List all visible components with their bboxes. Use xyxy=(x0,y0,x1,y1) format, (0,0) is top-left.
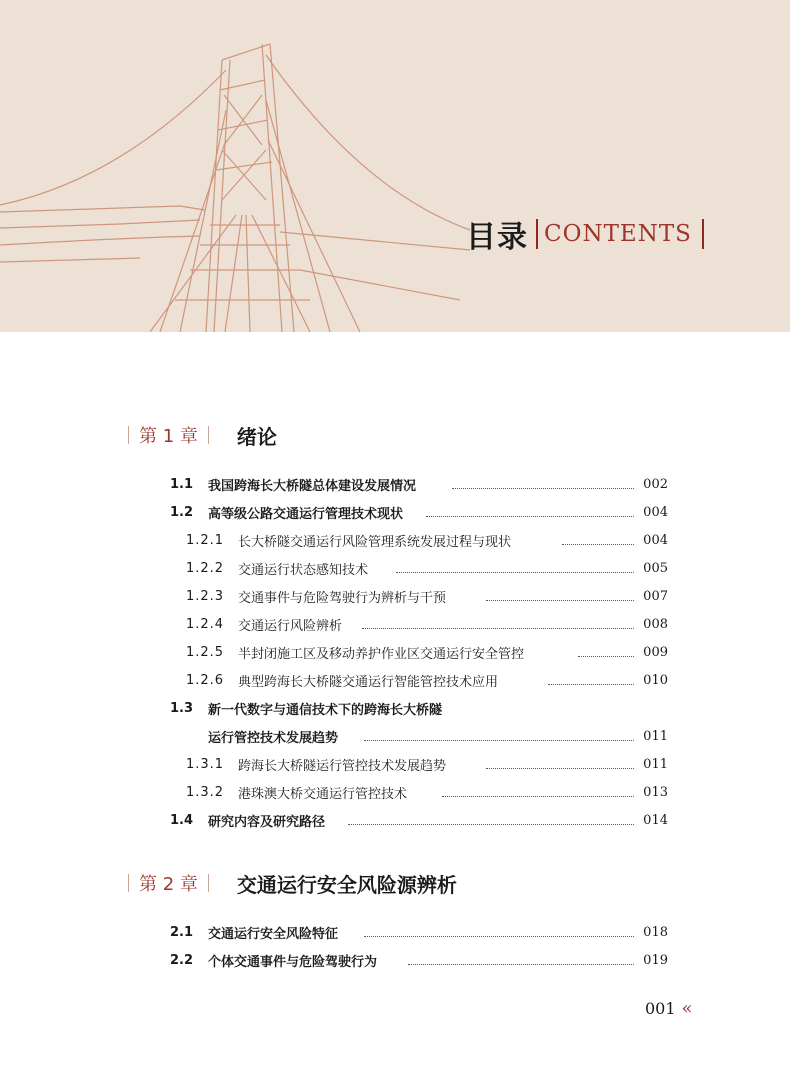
section-title: 交通运行安全风险特征 xyxy=(208,926,339,942)
leader-dots xyxy=(562,543,634,545)
section-number: 2.2 xyxy=(170,952,194,968)
chapter-number: 第 2 章 xyxy=(139,874,198,895)
toc-entry[interactable] xyxy=(0,584,790,608)
leader-dots xyxy=(442,795,634,797)
leader-dots xyxy=(548,683,634,685)
page-number: 009 xyxy=(643,644,668,660)
section-number: 1.2 xyxy=(170,504,194,520)
page-number: 011 xyxy=(643,756,668,772)
page-folio xyxy=(645,998,693,1019)
section-number: 1.2.4 xyxy=(186,616,225,632)
section-title: 我国跨海长大桥隧总体建设发展情况 xyxy=(208,478,417,494)
page-number: 002 xyxy=(643,476,668,492)
leader-dots xyxy=(362,627,634,629)
section-title: 个体交通事件与危险驾驶行为 xyxy=(208,954,378,970)
section-title: 交通运行风险辨析 xyxy=(238,618,343,634)
toc-entry[interactable] xyxy=(0,920,790,944)
page-number: 010 xyxy=(643,672,668,688)
toc-entry[interactable] xyxy=(0,500,790,524)
section-title: 新一代数字与通信技术下的跨海长大桥隧 xyxy=(208,702,443,718)
section-number: 1.2.6 xyxy=(186,672,225,688)
section-number: 1.2.3 xyxy=(186,588,225,604)
section-number: 2.1 xyxy=(170,924,194,940)
section-number: 1.2.5 xyxy=(186,644,225,660)
chapter-tick xyxy=(128,874,129,892)
title-en: CONTENTS xyxy=(544,221,692,247)
section-number: 1.3 xyxy=(170,700,194,716)
page-number: 007 xyxy=(643,588,668,604)
leader-dots xyxy=(426,515,634,517)
page-number: 005 xyxy=(643,560,668,576)
section-title: 半封闭施工区及移动养护作业区交通运行安全管控 xyxy=(238,646,525,662)
section-number: 1.3.2 xyxy=(186,784,225,800)
section-title: 港珠澳大桥交通运行管控技术 xyxy=(238,786,408,802)
title-divider xyxy=(536,219,538,249)
folio-number: 001 xyxy=(645,999,676,1018)
leader-dots xyxy=(486,599,634,601)
toc-entry[interactable] xyxy=(0,640,790,664)
section-title: 研究内容及研究路径 xyxy=(208,814,326,830)
leader-dots xyxy=(396,571,634,573)
toc-entry[interactable] xyxy=(0,808,790,832)
section-number: 1.2.1 xyxy=(186,532,225,548)
toc-entry[interactable] xyxy=(0,472,790,496)
section-title: 高等级公路交通运行管理技术现状 xyxy=(208,506,404,522)
section-number: 1.2.2 xyxy=(186,560,225,576)
toc-entry[interactable] xyxy=(0,752,790,776)
section-title: 长大桥隧交通运行风险管理系统发展过程与现状 xyxy=(238,534,512,550)
toc-entry[interactable] xyxy=(0,724,790,748)
toc-entry[interactable] xyxy=(0,668,790,692)
page-number: 008 xyxy=(643,616,668,632)
page-title xyxy=(466,212,704,256)
section-title: 交通运行状态感知技术 xyxy=(238,562,369,578)
leader-dots xyxy=(578,655,634,657)
title-cn: 目录 xyxy=(466,220,528,255)
section-number: 1.3.1 xyxy=(186,756,225,772)
section-title: 运行管控技术发展趋势 xyxy=(208,730,339,746)
chapter-title: 绪论 xyxy=(236,424,277,449)
leader-dots xyxy=(408,963,634,965)
page-number: 011 xyxy=(643,728,668,744)
leader-dots xyxy=(348,823,634,825)
title-divider-end xyxy=(702,219,704,249)
leader-dots xyxy=(364,935,634,937)
header-banner xyxy=(0,0,790,332)
chapter-number: 第 1 章 xyxy=(139,426,198,447)
page-number: 004 xyxy=(643,504,668,520)
section-title: 典型跨海长大桥隧交通运行智能管控技术应用 xyxy=(238,674,499,690)
chapter-tick xyxy=(208,426,209,444)
page-number: 019 xyxy=(643,952,668,968)
page-number: 018 xyxy=(643,924,668,940)
chapter-tick xyxy=(128,426,129,444)
page-number: 014 xyxy=(643,812,668,828)
toc-entry[interactable] xyxy=(0,612,790,636)
section-title: 跨海长大桥隧运行管控技术发展趋势 xyxy=(238,758,447,774)
toc-entry[interactable] xyxy=(0,556,790,580)
section-title: 交通事件与危险驾驶行为辨析与干预 xyxy=(238,590,447,606)
page-number: 004 xyxy=(643,532,668,548)
bridge-illustration-icon xyxy=(0,0,790,332)
section-number: 1.4 xyxy=(170,812,194,828)
leader-dots xyxy=(364,739,634,741)
chapter-heading xyxy=(128,868,457,898)
leader-dots xyxy=(452,487,634,489)
section-number: 1.1 xyxy=(170,476,194,492)
chapter-title: 交通运行安全风险源辨析 xyxy=(236,872,457,897)
toc-entry[interactable] xyxy=(0,780,790,804)
chapter-heading xyxy=(128,420,277,450)
toc-entry[interactable] xyxy=(0,528,790,552)
double-chevron-left-icon: « xyxy=(681,998,693,1019)
chapter-tick xyxy=(208,874,209,892)
page-number: 013 xyxy=(643,784,668,800)
toc-entry[interactable] xyxy=(0,696,790,720)
leader-dots xyxy=(486,767,634,769)
toc-entry[interactable] xyxy=(0,948,790,972)
